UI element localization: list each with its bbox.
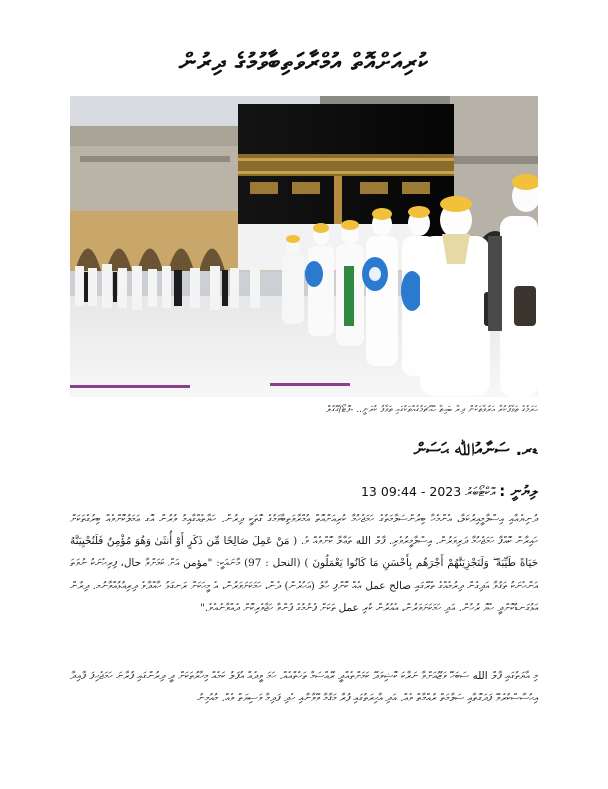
article-photo — [70, 96, 538, 397]
date-label: ލިޔުނީ : — [499, 482, 538, 500]
article-paragraph: މި އާޔަތުގައި ފާލް الله ސަބަހޭ ވަޒޫއަށްވާ ނަރާކަ ކޮޝިވަދޭ ކަމަށްތެއްދީ ރޭއްސަމާ ތަހެތްއެއް. ހަމަ ވީދެއް އުފަލު ކަމެއް މިހާރުތަކަށް ދީ ދިރުންގައި ފުރާނަ ހަމަޖެހިފަ ފާއިދާ އިޙުސާސްކުރެވޭ ފަދަގޮތާއި ސަލާމަތް ރުއްމާތް ވެއް. އަދި އާޙިރަތުގައި ފުރާ މަޤާމާ ވޭވާނާއި ހެދި ފަދިމާ ވަސިޔަތް ވެއް. މުއުމިނު — [70, 670, 538, 705]
image-caption: ހަރަމުގެ ތަވާފުކުރާ އަރުވާތަކުން ދިރާ ބައިތާ ހޭއްޗަމުގެއްތަކުގައި ތަވާފު ކުރަނީ.. -ފޮޓޯ/ގޫގުލް — [326, 405, 538, 415]
publish-date-row — [70, 482, 538, 500]
article-title: ކުރިއަށްއޮތް އުމްރާވަތިބާވުމުގެ ދިރުން — [178, 48, 430, 76]
date-value: 13 އޮކްޓޯބަރު 2023 - 09:44 — [360, 484, 496, 499]
author-name: ޑރ. ސަނާއުﷲ ޙަސަން — [413, 440, 538, 460]
article-paragraph: ދުނިޔެއާއި އިސްލާމީއިރުކަލާ، އެންމެހާ ބިރުންސަލާމަތުގެ ހަމަޖެހުމާ ކުރިއަށްއޮތް އުމްރާވަތިބާވަމުގެ ގޮތަކީ ދިރުން. ހަޔާތެއްގާއިމު ވުރުން އޮގ ޢަމަލުކޮށްވެއް ބިރުގެތަކަށް ހައިރާން ކޮއްފާ ހަމަޖެހުމާ ދަރިވަރުން. އިސްލާމީރުވެރި. ފާލް الله ތަޢާލާ ކޮށްވެއް ވެ. ( مَنْ عَمِلَ صَالِحًا مِّن ذَكَرٍ أَوْ أُنثَىٰ وَهُوَ مُؤْمِنٌ فَلَنُحْيِيَنَّهُ حَيَاةً طَيِّبَةً ۖ وَلَنَجْزِيَنَّهُمْ أَجْرَهُم بِأَحْسَنِ مَا كَانُوا يَعْمَلُونَ ) (النحل : 97) މާނައަކީ: "مؤمن އަށް ކަމަށްވާ حال، ފިރިހެނަކު ނުވަތަ އަންހެނަކު ތަޤުވާ އަދިގެން ދިރުމެއްގެ ތެރޭގައި صالح عمل އެއް ކޮށްފި ހާލު (އަހުރެން) ދެން، ހަމަކަށަވަރުން، އެ މީހަކަށް ރަނގަޅު ހާއްދާވެ ދިރިއުޅުއްވާނުމ. ދިރުން އަޅުގަނޑުކޮށްދީ ހެޔޮ ރުހުން. އަދި ހަމަކަށަވަރުން، އެއުރުން ކުރި عمل ތަކަށް ފެނުމުގެ ފެންވާ ހަޖާވެރިކޮށް ދެއްވާނެއެވެ." — [70, 513, 538, 614]
